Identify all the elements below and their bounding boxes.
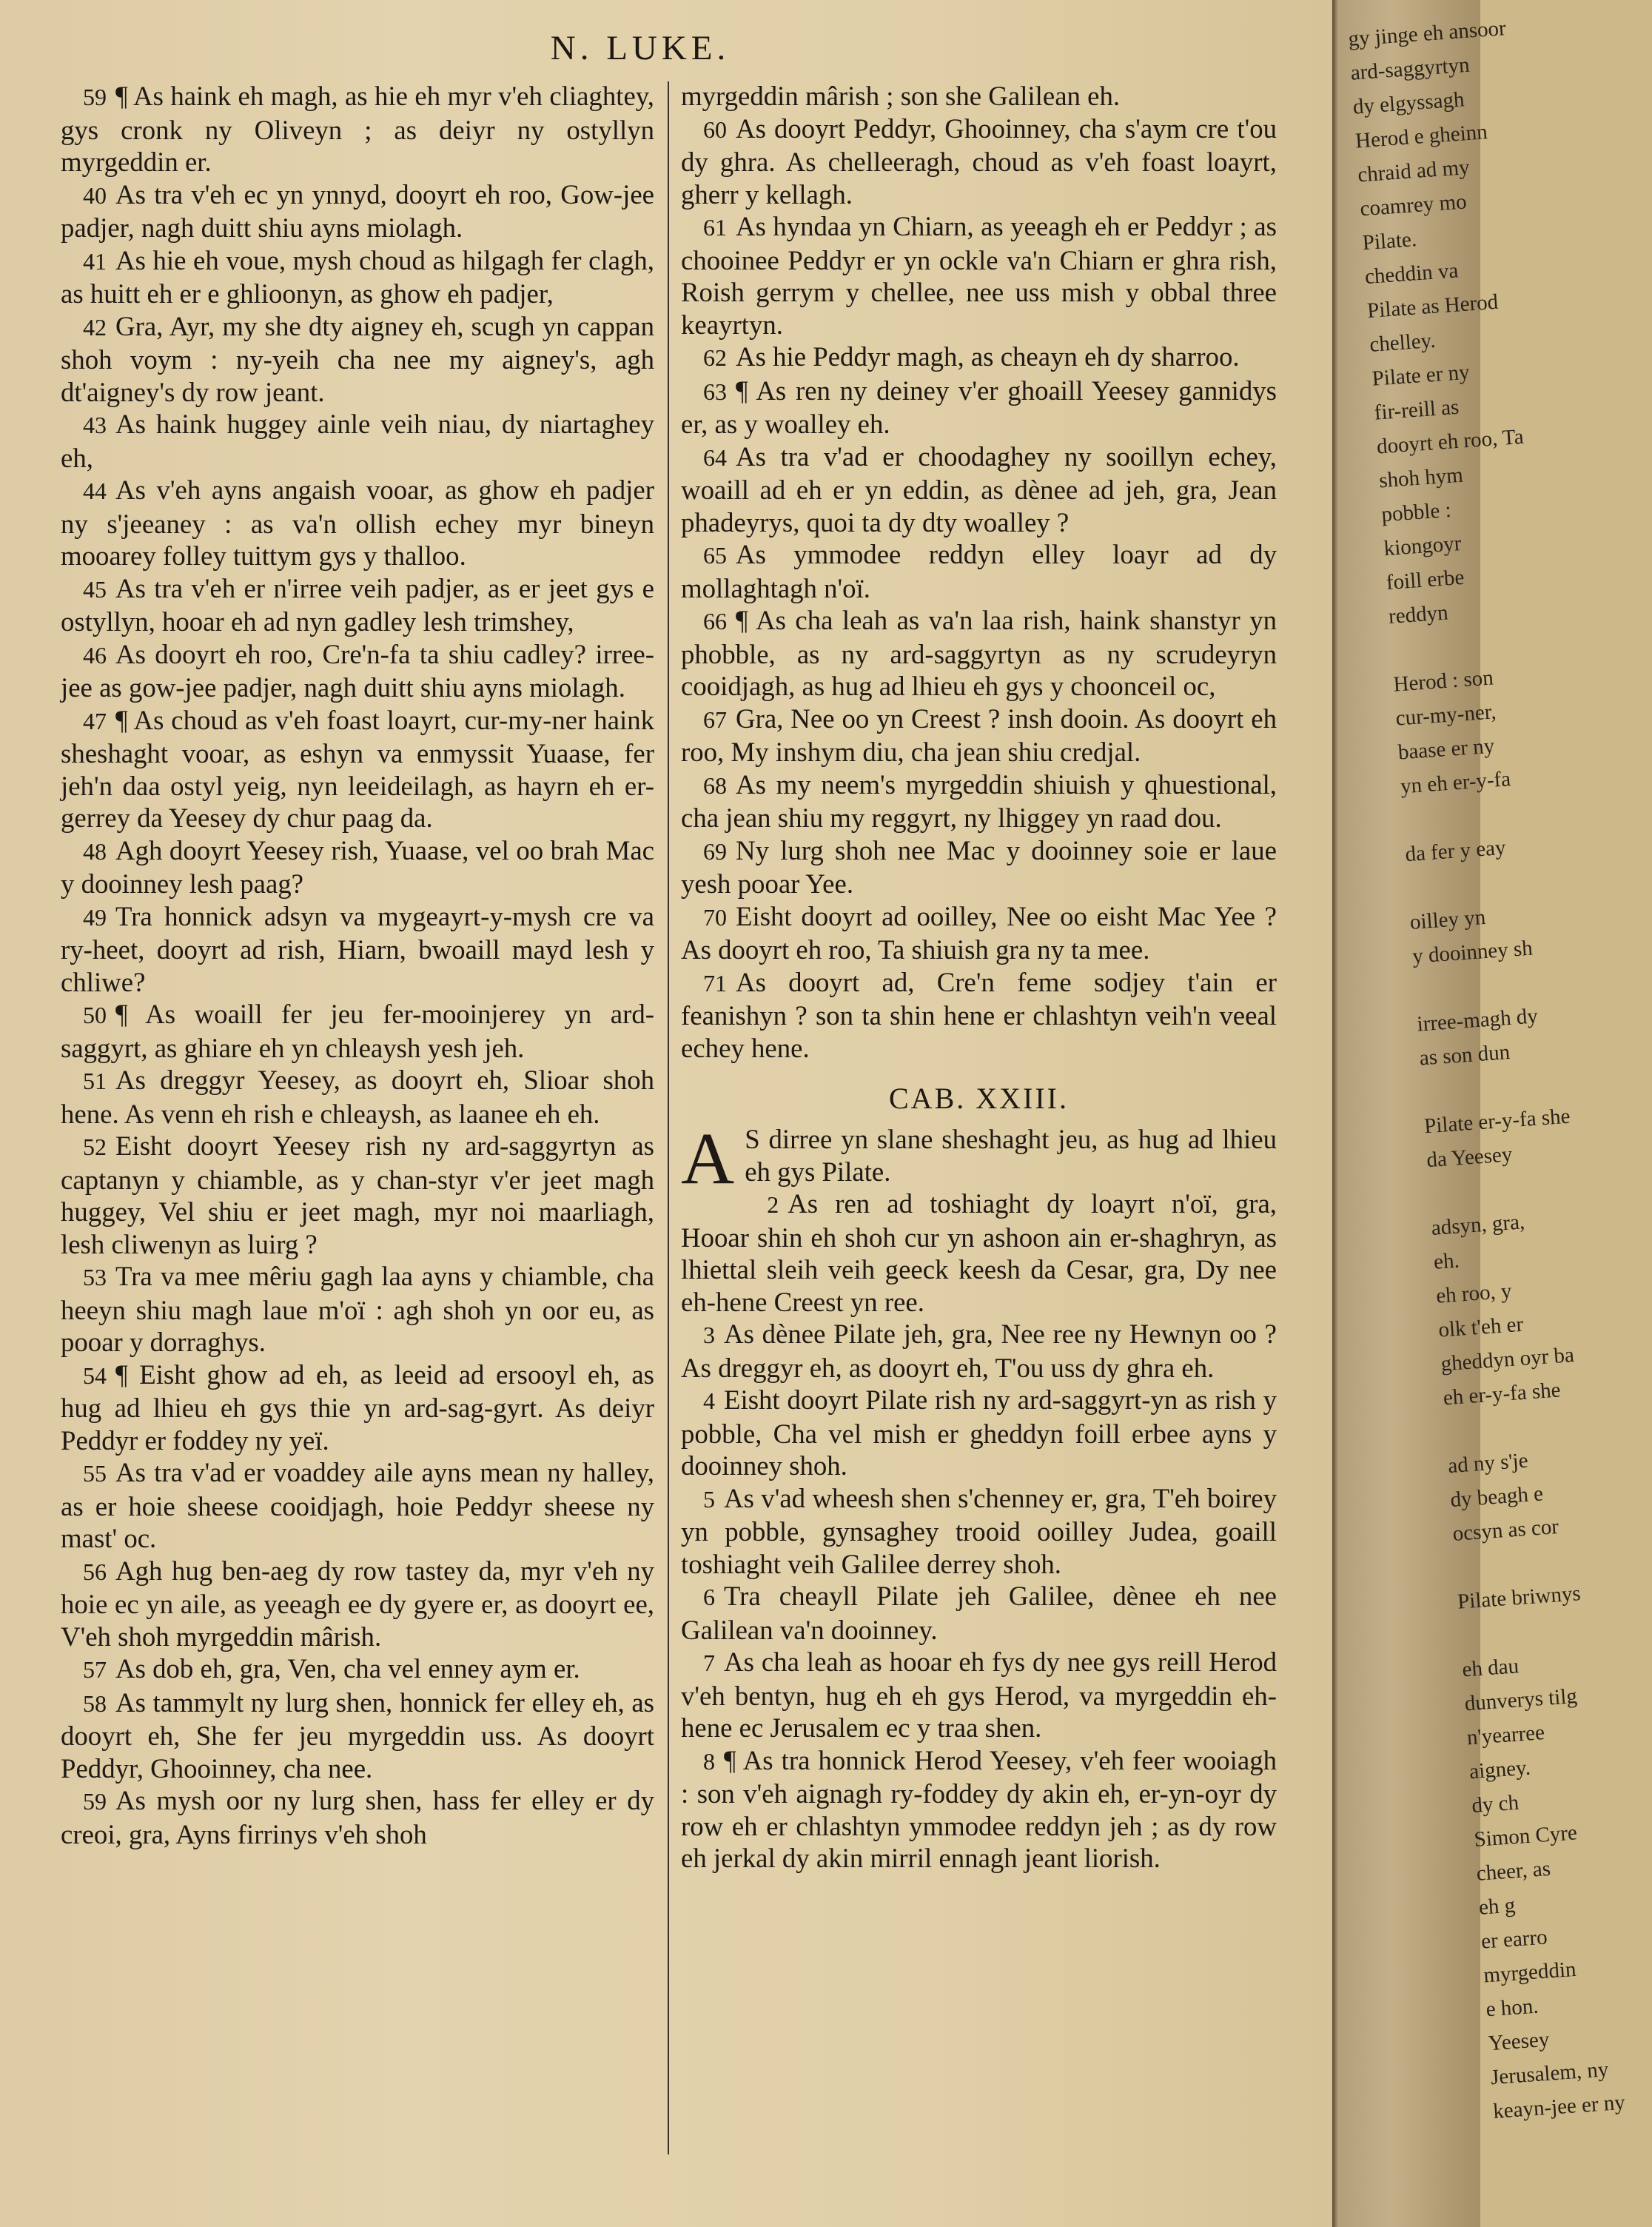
- verse-text: As dooyrt ad, Cre'n feme sodjey t'ain er feanishyn ? son ta shin hene er chlashtyn veih'n veeal echey hene.: [681, 966, 1277, 1063]
- verse-number: 4: [703, 1387, 715, 1414]
- verse: [61, 1260, 654, 1359]
- next-page-line: Herod e gheinn: [1354, 120, 1488, 153]
- next-page-line: cheddin va: [1363, 258, 1460, 289]
- verse-text: As tra v'ad er voaddey aile ayns mean ny halley, as er hoie sheese cooidjagh, hoie Peddyr sheese ny mast' oc.: [61, 1457, 654, 1553]
- verse-text: Tra honnick adsyn va mygeayrt-y-mysh cre va ry-heet, dooyrt ad rish, Hiarn, bwoaill mayd lesh y chliwe?: [61, 900, 654, 997]
- verse-text: As hyndaa yn Chiarn, as yeeagh eh er Peddyr ; as chooinee Peddyr er yn ockle va'n Chiarn er ghra rish, Roish gerrym y chellee, nee uss mish y obbal three keayrtyn.: [681, 211, 1277, 340]
- verse: [61, 178, 654, 244]
- verse: [61, 638, 654, 704]
- next-page-line: pobble :: [1380, 498, 1452, 527]
- verse-number: 3: [703, 1322, 715, 1348]
- verse-text: As dooyrt Peddyr, Ghooinney, cha s'aym cre t'ou dy ghra. As chelleeragh, choud as v'eh foast loayrt, gherr y kellagh.: [681, 113, 1277, 210]
- verse-text: Agh dooyrt Yeesey rish, Yuaase, vel oo brah Mac y dooinney lesh paag?: [61, 834, 654, 899]
- next-page-line: fir-reill as: [1373, 395, 1460, 425]
- next-page-line: da Yeesey: [1426, 1142, 1514, 1173]
- verse-number: 53: [83, 1264, 107, 1290]
- next-page-line: eh g: [1477, 1893, 1517, 1920]
- chapter-heading: CAB. XXIII.: [889, 1082, 1069, 1115]
- verse-text: Agh hug ben-aeg dy row tastey da, myr v'eh ny hoie ec yn aile, as yeeagh ee dy gyere er, as dooyrt ee, V'eh shoh myrgeddin mârish.: [61, 1555, 654, 1652]
- verse: [681, 604, 1277, 703]
- next-page-line: dy beagh e: [1449, 1481, 1545, 1513]
- verse: [61, 1064, 654, 1130]
- verse: [681, 966, 1277, 1065]
- verse: [681, 441, 1277, 539]
- next-page-line: as son dun: [1418, 1040, 1511, 1071]
- verse-text: As v'ad wheesh shen s'chenney er, gra, T'eh boirey yn pobble, gynsaghey trooid ooilley Judea, goaill toshiaght veih Galilee derrey shoh.: [681, 1482, 1277, 1579]
- verse-number: 44: [83, 478, 107, 504]
- verse-text: As tra v'eh ec yn ynnyd, dooyrt eh roo, Gow-jee padjer, nagh duitt shiu ayns miolagh.: [61, 178, 654, 243]
- verse-text: ¶ As cha leah as va'n laa rish, haink shanstyr yn phobble, as ny ard-saggyrtyn as ny scrudeyryn cooidjagh, as hug ad lhieu eh gys y choonceil oc,: [681, 605, 1277, 701]
- next-page-line: shoh hym: [1378, 463, 1464, 493]
- verse-number: 47: [83, 707, 107, 734]
- verse: [61, 834, 654, 900]
- verse: [681, 113, 1277, 211]
- next-page-line: chelley.: [1369, 328, 1437, 357]
- verse: [61, 408, 654, 474]
- verse-text: As dob eh, gra, Ven, cha vel enney aym er.: [115, 1653, 580, 1684]
- verse-number: 51: [83, 1068, 107, 1094]
- verse-number: 61: [703, 214, 727, 241]
- next-page-line: er earro: [1480, 1925, 1548, 1954]
- verse-number: 62: [703, 344, 727, 371]
- verse: [681, 1744, 1277, 1875]
- next-page-line: Pilate er-y-fa she: [1423, 1104, 1571, 1139]
- verse-text: As tra v'ad er choodaghey ny sooillyn echey, woaill ad eh er yn eddin, as dènee ad jeh, gra, Jean phadeyrys, quoi ta dy dty woalley ?: [681, 441, 1277, 538]
- verse-number: 42: [83, 313, 107, 341]
- page-header: N. LUKE.: [550, 29, 731, 67]
- verse: [61, 310, 654, 409]
- verse: [681, 210, 1277, 341]
- verse-number: 49: [83, 903, 107, 931]
- verse-number: 55: [83, 1460, 107, 1487]
- next-page-line: adsyn, gra,: [1430, 1210, 1526, 1240]
- left-column: [61, 80, 654, 1850]
- next-page-line: dunverys tilg: [1463, 1684, 1578, 1716]
- chapter-opening: [681, 1117, 1277, 1199]
- next-page-text: [1347, 12, 1642, 2129]
- verse-number: 8: [703, 1747, 715, 1775]
- verse: [681, 900, 1277, 966]
- verse: [61, 1359, 654, 1457]
- verse-text: ¶ As ren ny deiney v'er ghoaill Yeesey gannidys er, as y woalley eh.: [681, 375, 1277, 439]
- verse-number: 68: [703, 771, 727, 799]
- drop-cap: A: [681, 1117, 735, 1199]
- verse-number: 41: [83, 247, 107, 275]
- verse-number: 52: [83, 1133, 107, 1160]
- verse: [681, 1384, 1277, 1482]
- next-page-line: gy jinge eh ansoor: [1347, 16, 1507, 51]
- next-page-line: baase er ny: [1397, 734, 1496, 765]
- verse-text: Ny lurg shoh nee Mac y dooinney soie er laue yesh pooar Yee.: [681, 834, 1277, 899]
- verse-number: 46: [83, 641, 107, 669]
- verse: [61, 1687, 654, 1785]
- next-page-line: Pilate.: [1361, 227, 1418, 255]
- next-page-line: Pilate briwnys: [1457, 1581, 1582, 1614]
- verse-text: ¶ As tra honnick Herod Yeesey, v'eh feer wooiagh : son v'eh aignagh ry-foddey dy akin eh, er-yn-oyr dy row eh er chlashtyn ymmodee reddyn jeh ; as dy row eh jerkal dy akin mirril ennagh jeant liorish.: [681, 1744, 1277, 1873]
- next-page-line: oilley yn: [1408, 905, 1487, 934]
- verse-text: Gra, Ayr, my she dty aigney eh, scugh yn cappan shoh voym : ny-yeih cha nee my aigney's, agh dt'aigney's dy row jeant.: [61, 310, 654, 407]
- verse-text: As tammylt ny lurg shen, honnick fer elley eh, as dooyrt eh, She fer jeu myrgeddin uss. As dooyrt Peddyr, Ghooinney, cha nee.: [61, 1687, 654, 1784]
- verse-number: 66: [703, 608, 727, 634]
- verse-text: Eisht dooyrt ad ooilley, Nee oo eisht Mac Yee ? As dooyrt eh roo, Ta shiuish gra ny ta mee.: [681, 900, 1277, 965]
- verse: [681, 1318, 1277, 1384]
- verse-text: As v'eh ayns angaish vooar, as ghow eh padjer ny s'jeeaney : as va'n ollish echey myr bineyn mooarey folley tuittym gys y thalloo.: [61, 475, 654, 571]
- verse-text: As cha leah as hooar eh fys dy nee gys reill Herod v'eh bentyn, hug eh eh gys Herod, va myrgeddin eh-hene ec Jerusalem ec y traa shen.: [681, 1647, 1277, 1743]
- next-page-line: irree-magh dy: [1416, 1004, 1539, 1037]
- verse-number: 54: [83, 1362, 107, 1389]
- verse-number: 59: [83, 84, 107, 110]
- next-page-line: aigney.: [1468, 1755, 1531, 1784]
- verse-number: 6: [703, 1584, 715, 1610]
- next-page-line: y dooinney sh: [1411, 936, 1534, 968]
- next-page-line: cur-my-ner,: [1394, 700, 1497, 731]
- verse-text: As ren ad toshiaght dy loayrt n'oï, gra, Hooar shin eh shoh cur yn ashoon ain er-shaghryn, as lhiettal sleih veih geeck keesh da Cesar, gra, Dy nee eh-hene Creest yn ree.: [681, 1188, 1277, 1317]
- next-page-line: ad ny s'je: [1447, 1448, 1529, 1478]
- verse-text: ¶ As haink eh magh, as hie eh myr v'eh cliaghtey, gys cronk ny Oliveyn ; as deiyr ny ostyllyn myrgeddin er.: [61, 81, 654, 177]
- right-verses: [681, 113, 1277, 1065]
- next-page-line: coamrey mo: [1359, 190, 1468, 221]
- verse-text: Tra va mee mêriu gagh laa ayns y chiamble, cha heeyn shiu magh laue m'oï : agh shoh yn oor eu, as pooar y dorraghys.: [61, 1261, 654, 1357]
- opening-text: S dirree yn slane sheshaght jeu, as hug ad lhieu eh gys Pilate.: [745, 1124, 1277, 1187]
- verse-text: ¶ Eisht ghow ad eh, as leeid ad ersooyl eh, as hug ad lhieu eh gys thie yn ard-sag-gyrt. As deiyr Peddyr er foddey ny yeï.: [61, 1359, 654, 1456]
- verse: [61, 1130, 654, 1260]
- next-page-line: dy ch: [1471, 1790, 1520, 1818]
- next-page-line: olk t'eh er: [1437, 1312, 1525, 1342]
- next-page-line: n'yearree: [1465, 1721, 1545, 1750]
- next-page-line: ard-saggyrtyn: [1349, 53, 1471, 85]
- verse-text: Tra cheayll Pilate jeh Galilee, dènee eh nee Galilean va'n dooinney.: [681, 1581, 1277, 1645]
- verse-number: 5: [703, 1485, 715, 1513]
- next-page-line: kiongoyr: [1383, 531, 1463, 561]
- next-page-line: Herod : son: [1392, 666, 1494, 697]
- verse: [61, 80, 654, 178]
- verse: [61, 244, 654, 310]
- verse-number: 67: [703, 706, 727, 733]
- verse: [61, 1784, 654, 1850]
- next-page-edge: [1332, 0, 1626, 2227]
- verse-number: 59: [83, 1788, 107, 1815]
- verse-number: 50: [83, 1002, 107, 1028]
- verse-number: 7: [703, 1650, 715, 1676]
- verse-number: 71: [703, 969, 727, 997]
- verse-text: As hie Peddyr magh, as cheayn eh dy sharroo.: [736, 341, 1240, 372]
- next-page-line: eh er-y-fa she: [1442, 1378, 1562, 1410]
- verse-number: 48: [83, 837, 107, 865]
- next-page-line: eh.: [1433, 1248, 1460, 1274]
- verse-text: Eisht dooyrt Pilate rish ny ard-saggyrt-yn as rish y pobble, Cha vel mish er gheddyn foill erbee ayns y dooinney shoh.: [681, 1384, 1277, 1481]
- verse-text: ¶ As woaill fer jeu fer-mooinjerey yn ard-saggyrt, as ghiare eh yn chleaysh yesh jeh.: [61, 999, 654, 1063]
- next-page-line: foill erbe: [1385, 565, 1465, 595]
- verse-text: As dènee Pilate jeh, gra, Nee ree ny Hewnyn oo ? As dreggyr eh, as dooyrt eh, T'ou uss dy ghra eh.: [681, 1319, 1277, 1383]
- next-page-line: keayn-jee er ny: [1492, 2090, 1626, 2124]
- verse-text: As tra v'eh er n'irree veih padjer, as er jeet gys e ostyllyn, hooar eh ad nyn gadley lesh trimshey,: [61, 572, 654, 637]
- chapter-verses: [681, 1188, 1277, 1875]
- verse: [681, 538, 1277, 604]
- verse-number: 45: [83, 575, 107, 603]
- next-page-line: dooyrt eh roo, Ta: [1375, 424, 1525, 459]
- next-page-line: Jerusalem, ny: [1490, 2057, 1610, 2090]
- verse: [61, 1456, 654, 1555]
- verse: [681, 768, 1277, 834]
- verse: [61, 1652, 654, 1687]
- next-page-line: eh dau: [1461, 1654, 1520, 1682]
- next-page-line: yn eh er-y-fa: [1400, 767, 1512, 799]
- verse-number: 58: [83, 1689, 107, 1717]
- next-page-line: Yeesey: [1487, 2027, 1551, 2056]
- verse-number: 56: [83, 1558, 107, 1585]
- verse: [681, 703, 1277, 768]
- next-page-line: eh roo, y: [1435, 1279, 1513, 1308]
- verse: [681, 375, 1277, 441]
- next-page-line: e hon.: [1485, 1994, 1539, 2022]
- next-page-line: gheddyn oyr ba: [1440, 1343, 1575, 1376]
- verse-text: As ymmodee reddyn elley loayr ad dy mollaghtagh n'oï.: [681, 539, 1277, 603]
- verse-text: As dreggyr Yeesey, as dooyrt eh, Slioar shoh hene. As venn eh rish e chleaysh, as laanee eh eh.: [61, 1065, 654, 1129]
- verse-number: 60: [703, 115, 727, 143]
- next-page-line: ocsyn as cor: [1451, 1515, 1559, 1546]
- next-page-line: da fer y eay: [1404, 835, 1507, 867]
- verse-number: 2: [767, 1191, 779, 1218]
- verse: [681, 1646, 1277, 1744]
- verse-text: As haink huggey ainle veih niau, dy niartaghey eh,: [61, 409, 654, 473]
- next-page-line: reddyn: [1388, 600, 1449, 629]
- verse-number: 70: [703, 903, 727, 931]
- verse-number: 69: [703, 837, 727, 865]
- verse: [681, 1580, 1277, 1646]
- verse-text: As hie eh voue, mysh choud as hilgagh fer clagh, as huitt eh er e ghlioonyn, as ghow eh padjer,: [61, 244, 654, 309]
- verse-text: As dooyrt eh roo, Cre'n-fa ta shiu cadley? irree-jee as gow-jee padjer, nagh duitt shiu ayns miolagh.: [61, 638, 654, 703]
- next-page-line: myrgeddin: [1483, 1957, 1577, 1988]
- verse: [61, 998, 654, 1064]
- verse-text: Eisht dooyrt Yeesey rish ny ard-saggyrtyn as captanyn y chiamble, as y chan-styr v'er jeet magh huggey, Vel shiu er jeet magh, myr noi maarliagh, lesh cliwenyn as luirg ?: [61, 1131, 654, 1259]
- verse-number: 43: [83, 412, 107, 438]
- next-page-line: Pilate as Herod: [1366, 289, 1500, 324]
- verse-number: 64: [703, 443, 727, 471]
- next-page-line: Simon Cyre: [1473, 1821, 1578, 1852]
- next-page-line: cheer, as: [1475, 1856, 1552, 1886]
- verse-continuation: myrgeddin mârish ; son she Galilean eh.: [681, 81, 1121, 111]
- verse-text: ¶ As choud as v'eh foast loayrt, cur-my-ner haink sheshaght vooar, as eshyn va enmyssit Yuaase, fer jeh'n daa ostyl yeig, nyn leeideilagh, as hayrn eh er-gerrey da Yeesey dy chur paag da.: [61, 704, 654, 833]
- verse: [681, 834, 1277, 900]
- verse: [681, 1482, 1277, 1581]
- verse-number: 40: [83, 181, 107, 209]
- verse: [61, 474, 654, 572]
- next-page-line: Pilate er ny: [1371, 360, 1471, 391]
- verse-number: 57: [83, 1656, 107, 1683]
- verse-number: 63: [703, 378, 727, 405]
- verse: [61, 572, 654, 638]
- verse: [681, 341, 1277, 375]
- verse: [61, 704, 654, 834]
- verse-number: 65: [703, 542, 727, 569]
- verse: [681, 1188, 1277, 1318]
- next-page-line: chraid ad my: [1357, 155, 1471, 187]
- verse-text: As mysh oor ny lurg shen, hass fer elley er dy creoi, gra, Ayns firrinys v'eh shoh: [61, 1785, 654, 1849]
- verse: [61, 900, 654, 999]
- verse-text: Gra, Nee oo yn Creest ? insh dooin. As dooyrt eh roo, My inshym diu, cha jean shiu credjal.: [681, 703, 1277, 767]
- column-divider: [668, 81, 669, 2154]
- verse: [61, 1555, 654, 1653]
- next-page-line: dy elgyssagh: [1352, 87, 1465, 119]
- verse-text: As my neem's myrgeddin shiuish y qhuestional, cha jean shiu my reggyrt, ny lhiggey yn raad dou.: [681, 768, 1277, 833]
- right-column: [681, 80, 1277, 1875]
